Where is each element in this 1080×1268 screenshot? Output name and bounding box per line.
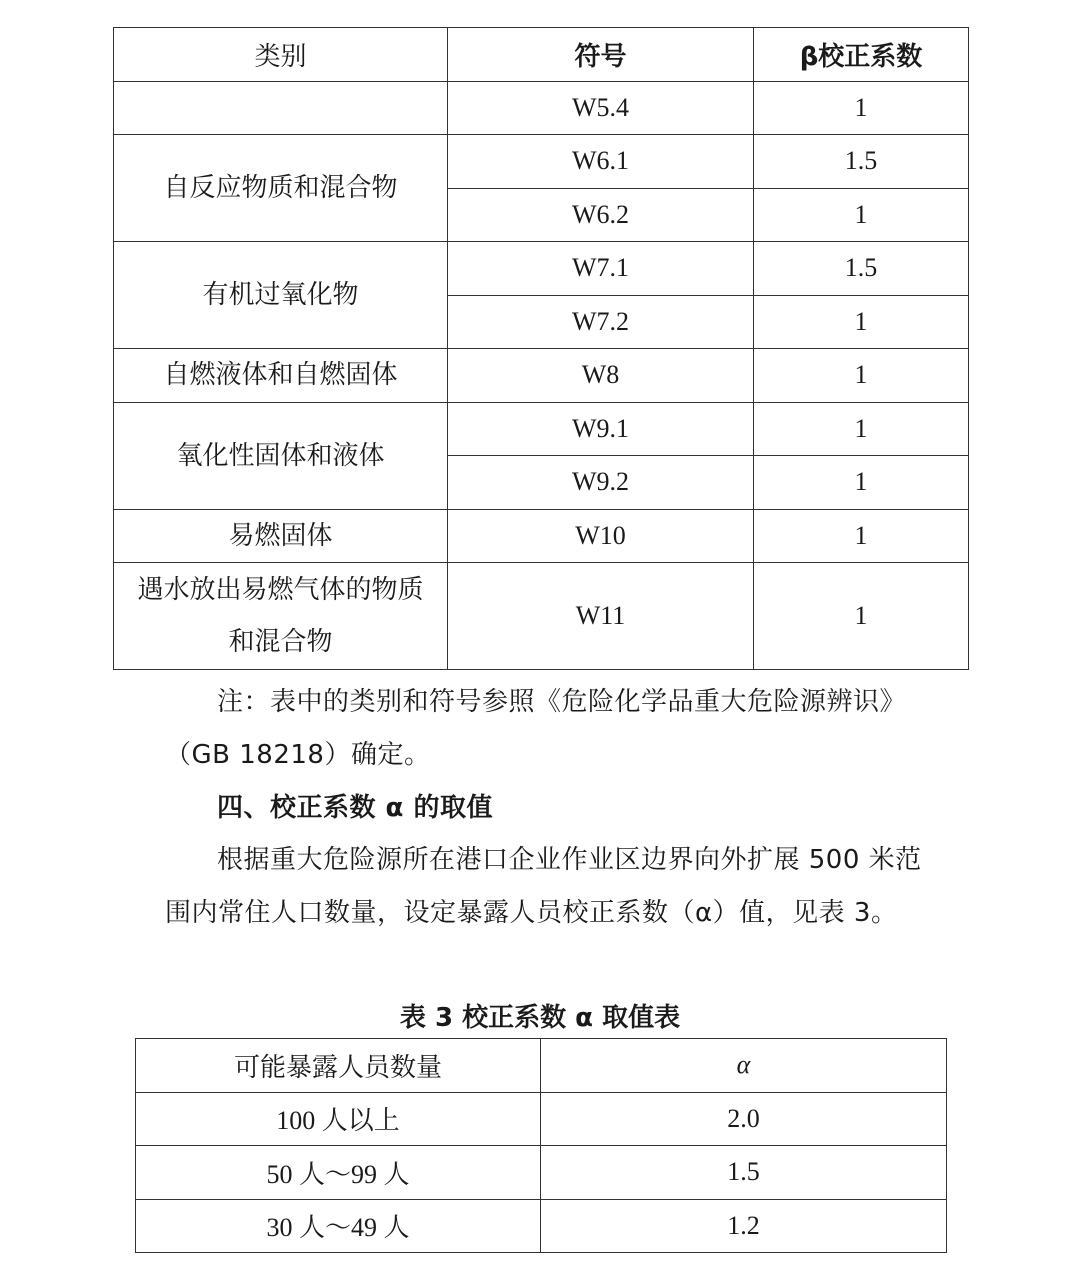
category-cell: 易燃固体 xyxy=(114,509,448,563)
table-row xyxy=(114,402,969,456)
header-beta: β校正系数 xyxy=(754,28,969,82)
beta-cell: 1 xyxy=(754,188,969,242)
category-cell: 自反应物质和混合物 xyxy=(114,135,448,242)
body-paragraph: 根据重大危险源所在港口企业作业区边界向外扩展 500 米范围内常住人口数量，设定暴露人员校正系数（α）值，见表 3。 xyxy=(165,845,922,928)
table3-caption: 表 3 校正系数 α 取值表 xyxy=(399,1003,681,1033)
beta-cell: 1 xyxy=(754,295,969,349)
table-row xyxy=(114,81,969,135)
table-row xyxy=(136,1199,947,1253)
symbol-cell: W7.1 xyxy=(448,242,754,296)
symbol-cell: W11 xyxy=(448,563,754,670)
alpha-value-cell: 1.5 xyxy=(541,1146,947,1200)
exposed-count-cell: 30 人～49 人 xyxy=(136,1199,541,1253)
symbol-cell: W7.2 xyxy=(448,295,754,349)
beta-cell: 1.5 xyxy=(754,242,969,296)
alpha-value-cell: 1.2 xyxy=(541,1199,947,1253)
beta-cell: 1 xyxy=(754,349,969,403)
beta-cell: 1 xyxy=(754,81,969,135)
table-note: 注：表中的类别和符号参照《危险化学品重大危险源辨识》（GB 18218）确定。 xyxy=(165,687,907,770)
beta-cell: 1 xyxy=(754,456,969,510)
category-cell xyxy=(114,81,448,135)
header-alpha: α xyxy=(541,1039,947,1093)
header-symbol: 符号 xyxy=(448,28,754,82)
category-cell: 有机过氧化物 xyxy=(114,242,448,349)
symbol-cell: W6.2 xyxy=(448,188,754,242)
symbol-cell: W9.1 xyxy=(448,402,754,456)
table-row xyxy=(114,135,969,189)
beta-cell: 1 xyxy=(754,563,969,670)
category-cell: 氧化性固体和液体 xyxy=(114,402,448,509)
alpha-value-cell: 2.0 xyxy=(541,1092,947,1146)
header-category: 类别 xyxy=(114,28,448,82)
exposed-count-cell: 50 人～99 人 xyxy=(136,1146,541,1200)
table-row xyxy=(114,242,969,296)
table-row xyxy=(114,349,969,403)
beta-table-body xyxy=(114,81,969,670)
alpha-correction-table xyxy=(135,1038,947,1253)
alpha-table-body xyxy=(136,1092,947,1253)
table-row xyxy=(136,1092,947,1146)
table-row xyxy=(114,563,969,670)
exposed-count-cell: 100 人以上 xyxy=(136,1092,541,1146)
category-cell: 遇水放出易燃气体的物质和混合物 xyxy=(114,563,448,670)
symbol-cell: W10 xyxy=(448,509,754,563)
table-row xyxy=(114,509,969,563)
category-cell: 自燃液体和自燃固体 xyxy=(114,349,448,403)
header-exposed-count: 可能暴露人员数量 xyxy=(136,1039,541,1093)
beta-cell: 1 xyxy=(754,402,969,456)
beta-cell: 1 xyxy=(754,509,969,563)
beta-correction-table xyxy=(113,27,969,670)
symbol-cell: W8 xyxy=(448,349,754,403)
section-heading: 四、校正系数 α 的取值 xyxy=(217,793,493,823)
table-header-row xyxy=(136,1039,947,1093)
beta-cell: 1.5 xyxy=(754,135,969,189)
symbol-cell: W9.2 xyxy=(448,456,754,510)
table-header-row xyxy=(114,28,969,82)
symbol-cell: W6.1 xyxy=(448,135,754,189)
symbol-cell: W5.4 xyxy=(448,81,754,135)
table-row xyxy=(136,1146,947,1200)
